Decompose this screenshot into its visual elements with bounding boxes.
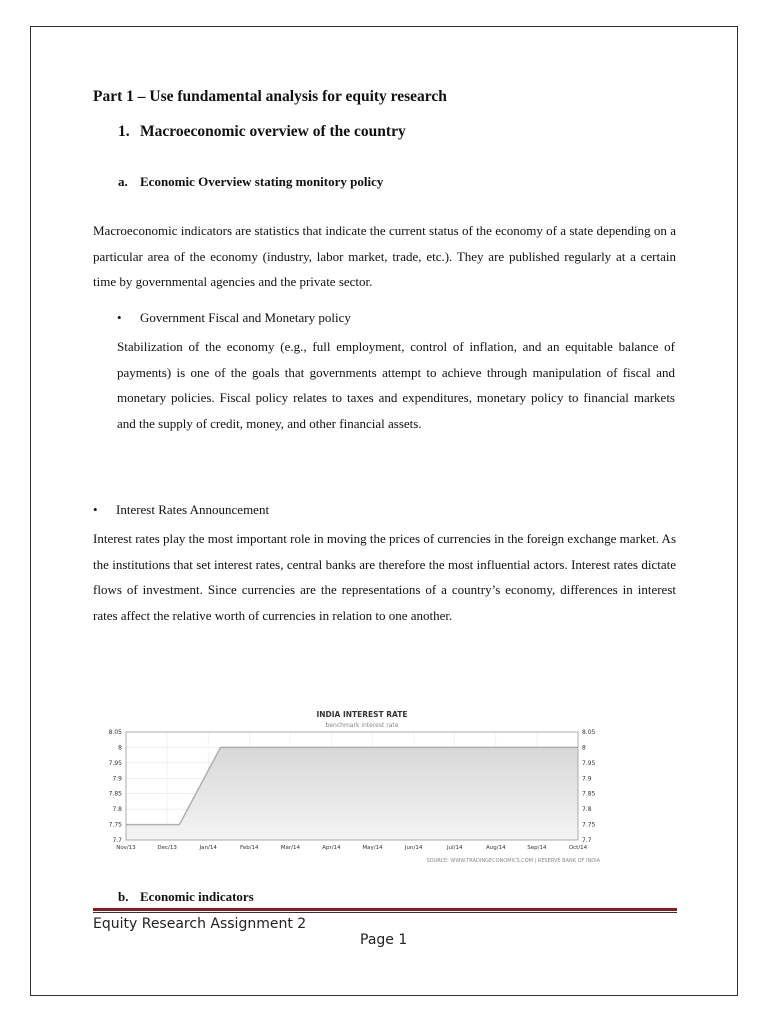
chart-ytick-label: 7.85 xyxy=(582,790,596,798)
section-heading xyxy=(118,123,406,141)
chart-x-axis xyxy=(116,845,587,851)
chart-ytick-label: 8 xyxy=(118,744,122,752)
bullet-icon: • xyxy=(117,310,122,325)
chart-xtick-label: Sep/14 xyxy=(527,845,547,851)
bullet-fiscal-label: Government Fiscal and Monetary policy xyxy=(140,310,351,325)
chart-ytick-label: 7.95 xyxy=(582,759,596,767)
chart-source: SOURCE: WWW.TRADINGECONOMICS.COM | RESERVE BANK OF INDIA xyxy=(426,858,600,864)
chart-ytick-label: 7.8 xyxy=(112,806,122,814)
chart-ytick-label: 8.05 xyxy=(108,729,122,736)
chart-ytick-label: 7.75 xyxy=(108,821,122,829)
chart-subtitle: benchmark interest rate xyxy=(325,722,399,729)
chart-xtick-label: Aug/14 xyxy=(486,845,506,851)
subsection-b-title: Economic indicators xyxy=(140,889,254,904)
chart-ytick-label: 8 xyxy=(582,744,586,752)
chart-ytick-label: 8.05 xyxy=(582,729,596,736)
bullet-interest-label: Interest Rates Announcement xyxy=(116,502,270,517)
chart-xtick-label: Jan/14 xyxy=(199,845,217,851)
chart-ytick-label: 7.95 xyxy=(108,759,122,767)
footer-rule xyxy=(93,908,677,911)
chart-y-axis-right xyxy=(582,729,596,844)
subsection-a-heading xyxy=(118,174,383,190)
chart-ytick-label: 7.8 xyxy=(582,806,592,814)
subsection-b-letter: b. xyxy=(118,889,129,904)
intro-paragraph: Macroeconomic indicators are statistics that indicate the current status of the economy of a state depending on a particular area of the economy (industry, labor market, trade, etc.). They are published regularly at a certain time by governmental agencies and the private sector. xyxy=(93,223,676,289)
chart-ytick-label: 7.9 xyxy=(112,775,122,783)
bullet-fiscal-monetary xyxy=(117,310,351,326)
chart-ytick-label: 7.75 xyxy=(582,821,596,829)
bullet-interest-rates xyxy=(93,502,269,518)
chart-xtick-label: Feb/14 xyxy=(239,845,259,851)
chart-xtick-label: Jun/14 xyxy=(404,845,423,851)
part-heading: Part 1 – Use fundamental analysis for equity research xyxy=(93,88,447,105)
footer-rule-thin xyxy=(93,912,677,913)
interest-rate-chart xyxy=(90,704,620,874)
fiscal-paragraph: Stabilization of the economy (e.g., full employment, control of inflation, and an equitable balance of payments) is one of the goals that governments attempt to achieve through manipulation of fiscal and monetary policies. Fiscal policy relates to taxes and expenditures, monetary policy to financial markets and the supply of credit, money, and other financial assets. xyxy=(117,339,675,431)
chart-xtick-label: Mar/14 xyxy=(280,845,300,851)
bullet-icon: • xyxy=(93,502,98,517)
chart-svg xyxy=(90,704,620,874)
chart-y-axis-left xyxy=(109,729,123,844)
chart-xtick-label: Oct/14 xyxy=(568,845,588,851)
chart-ytick-label: 7.7 xyxy=(112,837,122,844)
chart-xtick-label: May/14 xyxy=(362,845,383,851)
page-number: Page 1 xyxy=(360,932,408,948)
subsection-b-heading xyxy=(118,889,254,905)
chart-xtick-label: Nov/13 xyxy=(116,845,136,851)
section-title: Macroeconomic overview of the country xyxy=(140,123,406,140)
interest-paragraph: Interest rates play the most important role in moving the prices of currencies in the foreign exchange market. As the institutions that set interest rates, central banks are therefore the most influential actors. Interest rates dictate flows of investment. Since currencies are the representations of a country’s economy, differences in interest rates affect the relative worth of currencies in relation to one another. xyxy=(93,531,677,623)
chart-ytick-label: 7.9 xyxy=(582,775,592,783)
chart-xtick-label: Apr/14 xyxy=(322,845,341,851)
chart-title: INDIA INTEREST RATE xyxy=(316,710,408,719)
subsection-a-letter: a. xyxy=(118,174,128,189)
chart-xtick-label: Dec/13 xyxy=(157,845,177,851)
footer-title: Equity Research Assignment 2 xyxy=(93,916,307,932)
chart-ytick-label: 7.7 xyxy=(582,837,592,844)
chart-xtick-label: Jul/14 xyxy=(446,845,463,851)
section-number: 1. xyxy=(118,123,130,140)
subsection-a-title: Economic Overview stating monitory policy xyxy=(140,174,384,189)
chart-ytick-label: 7.85 xyxy=(108,790,122,798)
